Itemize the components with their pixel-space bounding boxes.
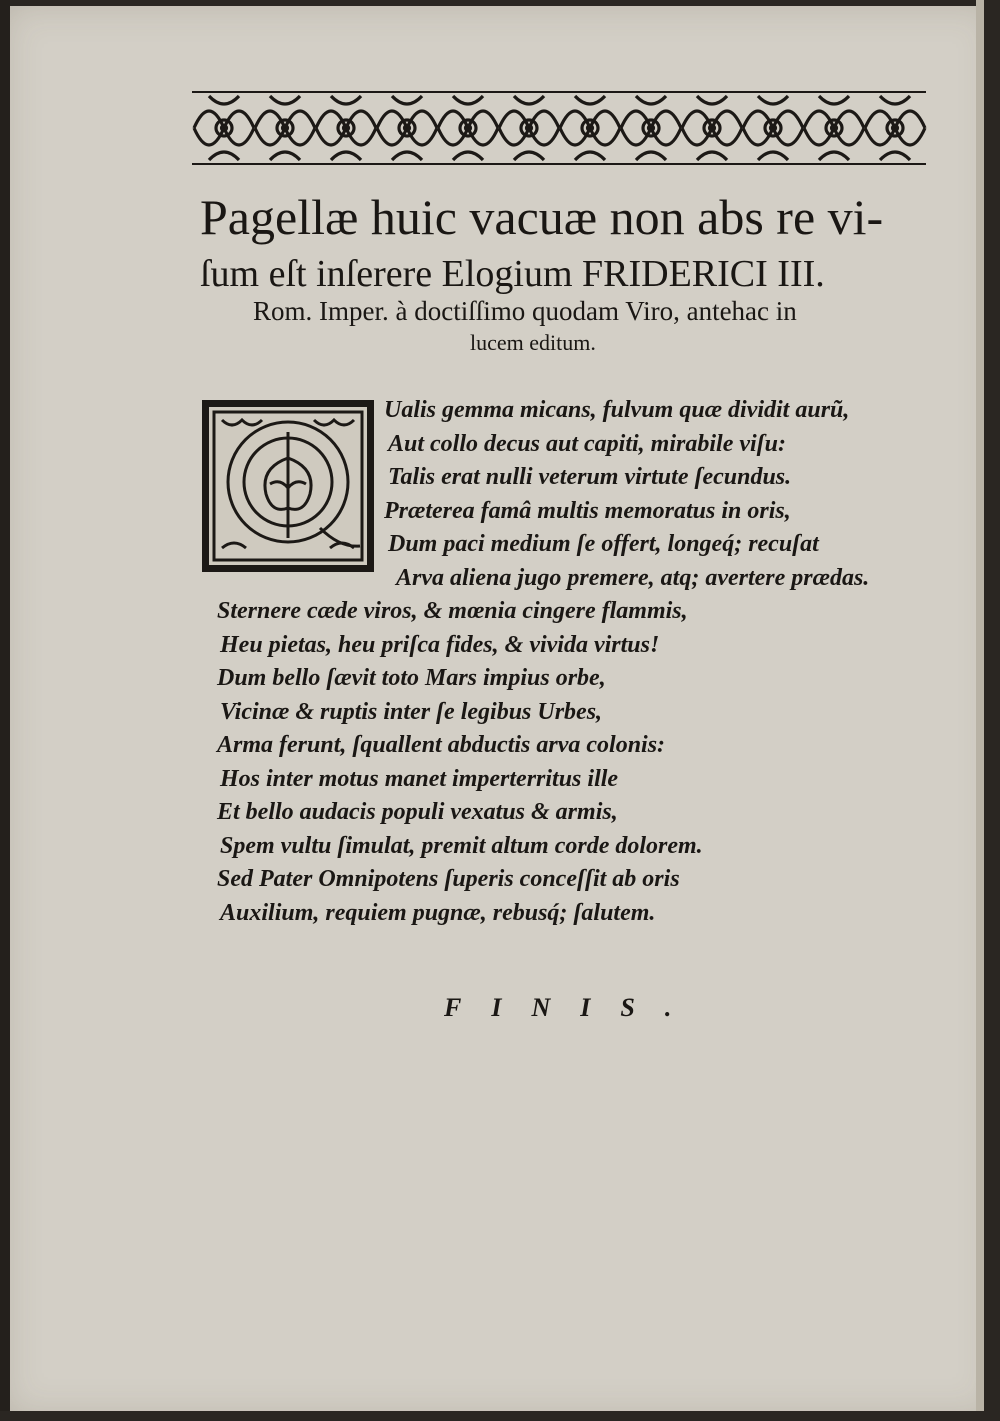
verse-line: Aut collo decus aut capiti, mirabile viſu: [388, 430, 786, 457]
ornamental-headpiece [190, 86, 930, 170]
verse-line: Sternere cæde viros, & mœnia cingere flammis, [217, 598, 688, 624]
verse-line: Dum bello ſævit toto Mars impius orbe, [217, 665, 606, 691]
verse-line: Hos inter motus manet imperterritus ille [220, 765, 619, 792]
scan-border-bottom [0, 1411, 1000, 1421]
verse-line: Heu pietas, heu priſca fides, & vivida virtus! [220, 631, 660, 658]
verse-line: Præterea famâ multis memoratus in oris, [384, 497, 791, 524]
verse-line: Et bello audacis populi vexatus & armis, [217, 799, 618, 825]
verse-line: Vicinæ & ruptis inter ſe legibus Urbes, [220, 698, 603, 725]
woodcut-initial-q [200, 398, 376, 574]
heading-line-2: ſum eſt inſerere Elogium FRIDERICI III. [200, 253, 825, 295]
verse-line: Arva aliena jugo premere, atq; avertere prædas. [396, 564, 870, 591]
heading-line-4: lucem editum. [470, 330, 596, 355]
heading-line-3: Rom. Imper. à doctiſſimo quodam Viro, antehac in [253, 296, 797, 326]
verse-line: Arma ferunt, ſquallent abductis arva colonis: [217, 732, 666, 758]
verse-line: Dum paci medium ſe offert, longeq́; recuſat [388, 531, 819, 557]
finis: FINIS. [444, 993, 702, 1022]
scan-border-top [0, 0, 1000, 6]
verse-line: Sed Pater Omnipotens ſuperis conceſſit ab oris [217, 866, 680, 892]
verse-line: Spem vultu ſimulat, premit altum corde dolorem. [220, 832, 703, 859]
verse-line: Ualis gemma micans, fulvum quæ dividit aurũ, [384, 397, 850, 423]
verse-line: Talis erat nulli veterum virtute ſecundus. [388, 464, 792, 490]
verse-line: Auxilium, requiem pugnæ, rebusq́; ſalutem. [220, 899, 656, 926]
scan-border-left [0, 0, 10, 1421]
heading-line-1: Pagellæ huic vacuæ non abs re vi- [200, 189, 884, 245]
